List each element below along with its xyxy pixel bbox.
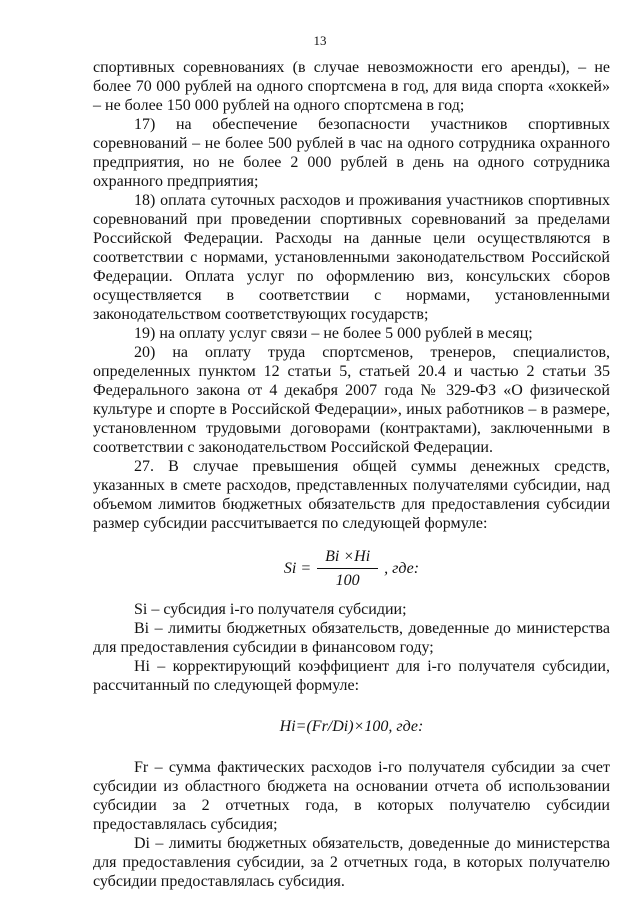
paragraph: Di – лимиты бюджетных обязательств, доведенные до министерства для предоставления субсидии, за 2 отчетных года, в которых получателю субсидии предоставлялась субсидия.	[93, 835, 610, 890]
paragraph: 17) на обеспечение безопасности участников спортивных соревнований – не более 500 рублей в час на одного сотрудника охранного предприятия, но не более 2 000 рублей в день на одного сотрудника охранного предприятия;	[93, 116, 610, 190]
formula-fraction	[317, 547, 378, 590]
paragraph: Bi – лимиты бюджетных обязательств, доведенные до министерства для предоставления субсидии в финансовом году;	[93, 620, 610, 656]
page-number: 13	[313, 33, 327, 48]
formula-denominator: 100	[335, 572, 360, 589]
formula-suffix: , где:	[384, 560, 420, 577]
paragraph: спортивных соревнованиях (в случае невозможности его аренды), – не более 70 000 рублей на одного спортсмена в год, для вида спорта «хоккей» – не более 150 000 рублей на одного спортсмена в год;	[93, 59, 610, 114]
paragraphs-bottom	[93, 758, 610, 891]
paragraphs-top	[93, 58, 610, 533]
paragraph: 20) на оплату труда спортсменов, тренеров, специалистов, определенных пунктом 12 статьи 5, статьей 20.4 и частью 2 статьи 35 Федерального закона от 4 декабря 2007 года № 329-ФЗ «О физической культуре и спорте в Российской Федерации», иных работников – в размере, установленном трудовыми договорами (контрактами), заключенными в соответствии с законодательством Российской Федерации.	[93, 344, 610, 456]
paragraph: 19) на оплату услуг связи – не более 5 000 рублей в месяц;	[134, 325, 533, 342]
document-body	[93, 58, 610, 891]
paragraph: 18) оплата суточных расходов и проживания участников спортивных соревнований при проведении спортивных соревнований за пределами Российской Федерации. Расходы на данные цели осуществляются в соответствии с нормами, установленными законодательством Российской Федерации. Оплата услуг по оформлению виз, консульских сборов осуществляется в соответствии с нормами, установленными законодательством соответствующих государств;	[93, 192, 610, 323]
paragraphs-middle	[93, 600, 610, 695]
formula-si	[93, 547, 610, 590]
paragraph: Fr – сумма фактических расходов i-го получателя субсидии за счет субсидии из областного бюджета на основании отчета об использовании субсидии за 2 отчетных года, в которых получателю субсидии предоставлялась субсидия;	[93, 759, 610, 833]
paragraph: 27. В случае превышения общей суммы денежных средств, указанных в смете расходов, представленных получателями субсидии, над объемом лимитов бюджетных обязательств для предоставления субсидии размер субсидии рассчитывается по следующей формуле:	[93, 458, 610, 532]
paragraph: Hi – корректирующий коэффициент для i-го получателя субсидии, рассчитанный по следующей формуле:	[93, 658, 610, 694]
formula-hi: Hi=(Fr/Di)×100, где:	[279, 718, 424, 735]
paragraph: Si – субсидия i-го получателя субсидии;	[134, 601, 407, 618]
formula-numerator: Bi ×Hi	[317, 547, 378, 569]
formula-lhs: Si =	[283, 560, 312, 577]
